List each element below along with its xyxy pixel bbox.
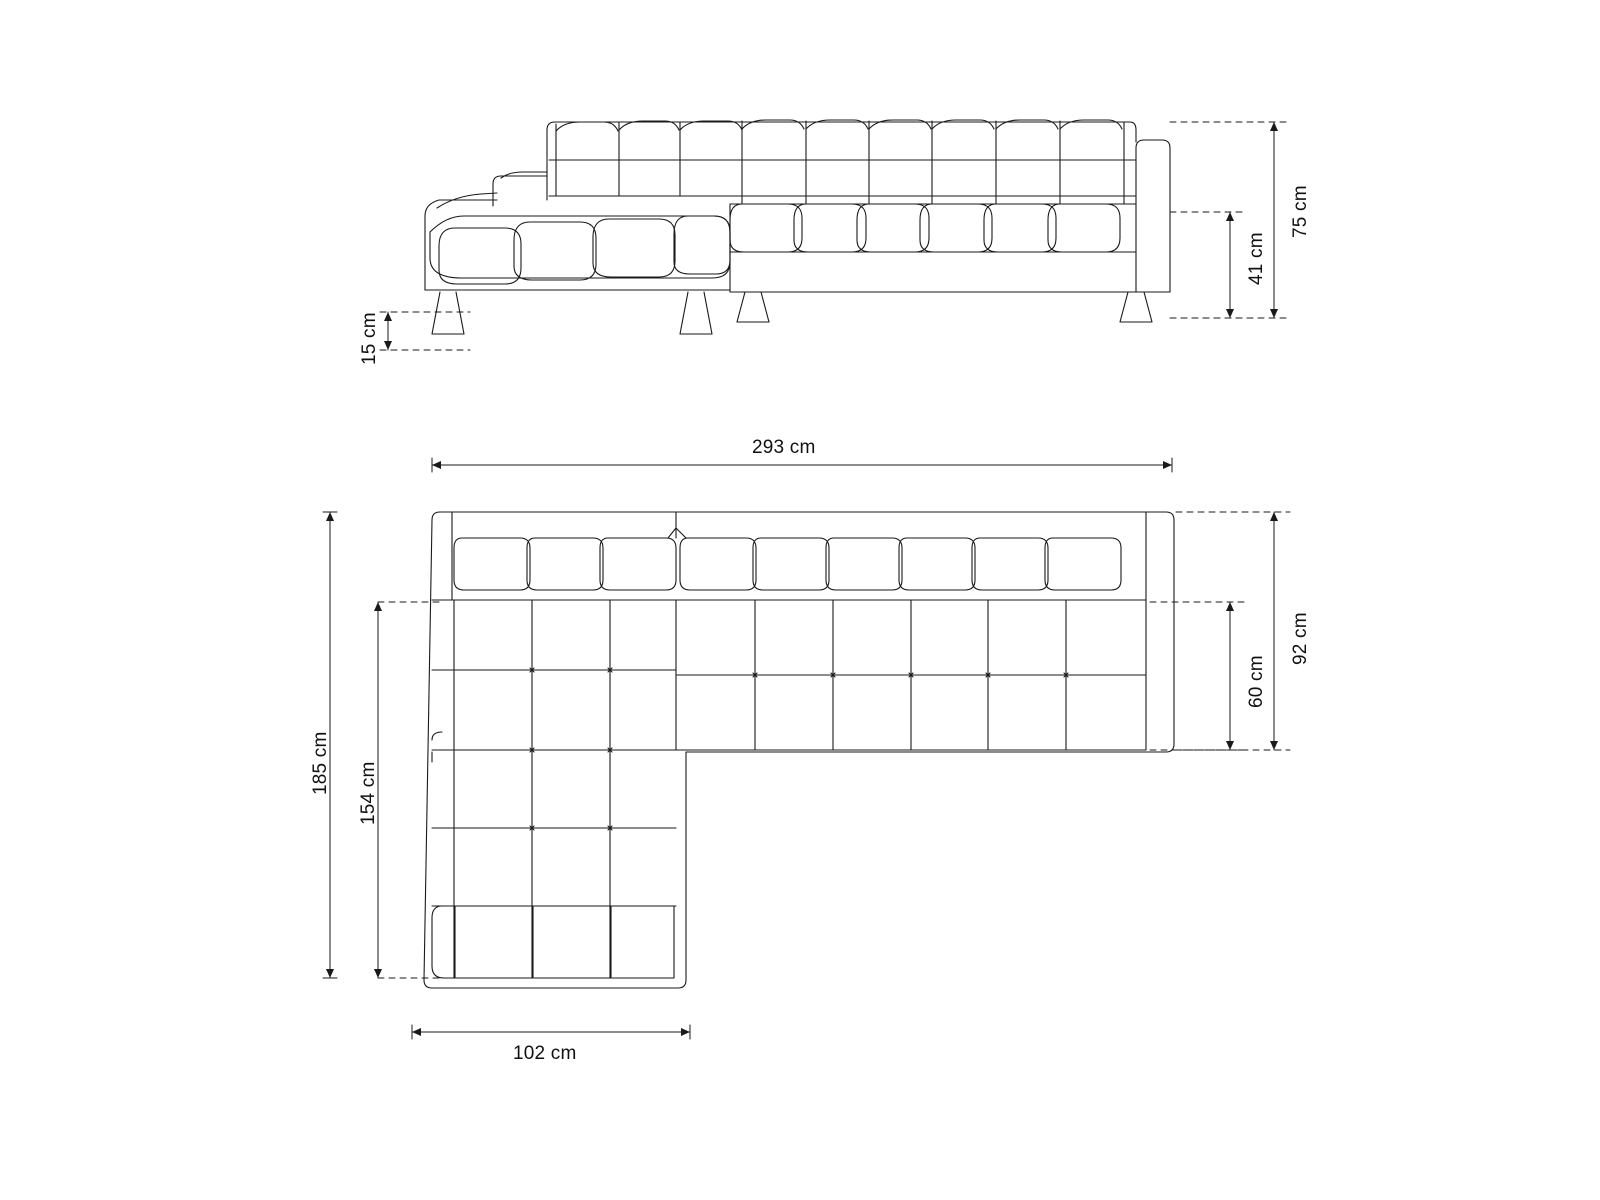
dimension-label-overall-depth: 185 cm [310, 731, 331, 795]
dimension-label-leg-height: 15 cm [359, 312, 380, 365]
dimension-label-seat-depth: 60 cm [1246, 655, 1267, 708]
dimension-label-sofa-depth: 92 cm [1290, 612, 1311, 665]
front-elevation-view [425, 120, 1170, 334]
dimension-label-overall-width: 293 cm [752, 437, 816, 458]
dimension-label-overall-height: 75 cm [1290, 185, 1311, 238]
dimension-label-chaise-depth: 154 cm [358, 761, 379, 825]
front-view-dimensions [380, 122, 1290, 350]
dimension-label-seat-back-height: 41 cm [1246, 232, 1267, 285]
top-view-dimensions [323, 458, 1290, 1039]
top-plan-view [424, 512, 1174, 988]
dimension-label-chaise-width: 102 cm [513, 1043, 577, 1064]
